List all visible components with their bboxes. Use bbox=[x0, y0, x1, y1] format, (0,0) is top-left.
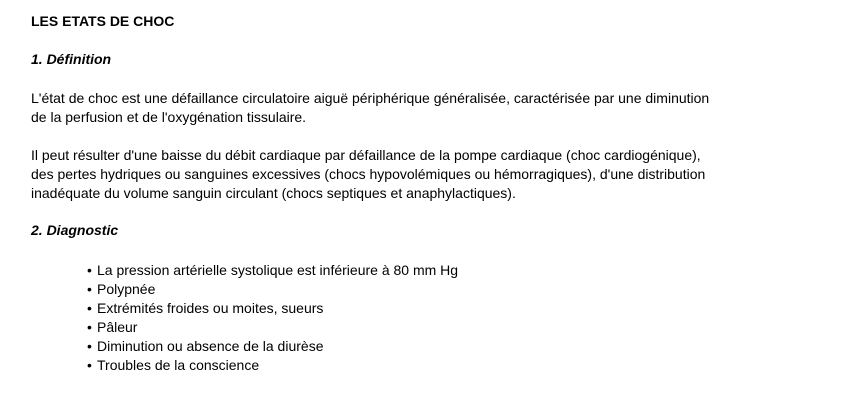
list-item bbox=[87, 280, 458, 299]
bullet-dot: • bbox=[87, 262, 92, 278]
paragraph-line: inadéquate du volume sanguin circulant (chocs septiques et anaphylactiques). bbox=[31, 185, 516, 201]
bullet-dot: • bbox=[87, 357, 92, 373]
list-item bbox=[87, 337, 458, 356]
list-item bbox=[87, 299, 458, 318]
paragraph-line: L'état de choc est une défaillance circulatoire aiguë périphérique généralisée, caractérisée par une diminution bbox=[31, 90, 710, 106]
list-item bbox=[87, 356, 458, 375]
bullet-dot: • bbox=[87, 319, 92, 335]
document-title: LES ETATS DE CHOC bbox=[31, 13, 175, 29]
bullet-dot: • bbox=[87, 338, 92, 354]
definition-paragraph-2 bbox=[31, 146, 705, 203]
list-item bbox=[87, 318, 458, 337]
list-item-text: Diminution ou absence de la diurèse bbox=[97, 338, 324, 354]
list-item bbox=[87, 261, 458, 280]
list-item-text: Troubles de la conscience bbox=[97, 357, 260, 373]
list-item-text: La pression artérielle systolique est inférieure à 80 mm Hg bbox=[97, 262, 459, 278]
bullet-dot: • bbox=[87, 281, 92, 297]
list-item-text: Pâleur bbox=[97, 319, 138, 335]
paragraph-line: Il peut résulter d'une baisse du débit cardiaque par défaillance de la pompe cardiaque (choc cardiogénique), bbox=[31, 147, 701, 163]
list-item-text: Polypnée bbox=[97, 281, 156, 297]
diagnostic-list bbox=[87, 261, 458, 375]
paragraph-line: de la perfusion et de l'oxygénation tissulaire. bbox=[31, 109, 307, 125]
bullet-dot: • bbox=[87, 300, 92, 316]
list-item-text: Extrémités froides ou moites, sueurs bbox=[97, 300, 324, 316]
definition-paragraph-1 bbox=[31, 89, 709, 127]
section-heading-diagnostic: 2. Diagnostic bbox=[31, 222, 119, 238]
paragraph-line: des pertes hydriques ou sanguines excessives (chocs hypovolémiques ou hémorragiques), d'une distribution bbox=[31, 166, 706, 182]
section-heading-definition: 1. Définition bbox=[31, 51, 112, 67]
